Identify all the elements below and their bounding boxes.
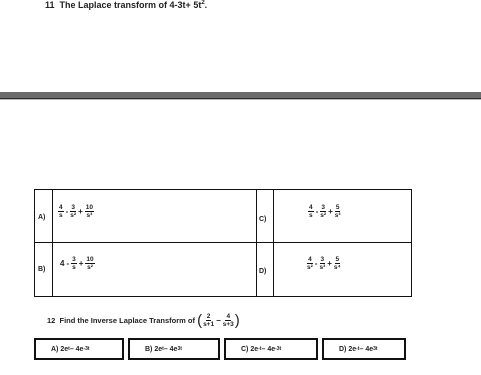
option-text: – 4e xyxy=(261,345,276,353)
option-d-label[interactable]: D) xyxy=(259,268,267,275)
option-c-label[interactable]: C) xyxy=(259,216,267,223)
option-a-expression[interactable] xyxy=(57,204,95,219)
constant-term: 4 xyxy=(60,259,65,268)
option-exponent: 3t xyxy=(177,346,182,352)
table-col-line xyxy=(273,190,274,296)
option-label: D) xyxy=(339,345,347,353)
fraction: $\frac{5}{\text{s³}}$ xyxy=(334,204,341,219)
divider-line xyxy=(0,99,481,100)
question-11-exponent: 2 xyxy=(201,0,205,6)
option-text: – 4e xyxy=(163,345,178,353)
option-c-expression[interactable] xyxy=(307,204,342,219)
option-b-label[interactable]: B) xyxy=(38,266,46,273)
question-12-text: Find the Inverse Laplace Transform of xyxy=(59,316,195,325)
option-a-box[interactable] xyxy=(34,338,124,360)
question-12-number: 12 xyxy=(47,316,56,325)
option-exponent: -3t xyxy=(275,346,282,352)
option-a-label[interactable]: A) xyxy=(38,214,46,221)
fraction: $\frac{4}{s}$ xyxy=(309,204,313,219)
fraction: $\frac{10}{\text{s³}}$ xyxy=(85,204,93,219)
option-text: – 4e xyxy=(69,345,84,353)
option-exponent: -t xyxy=(356,346,360,352)
table-col-line xyxy=(256,190,257,296)
operator: + xyxy=(78,259,84,268)
fraction: $\frac{2}{s+1}$ xyxy=(203,313,215,328)
operator: + xyxy=(328,207,333,216)
option-text: 2e xyxy=(154,345,163,353)
question-11-period: . xyxy=(204,0,208,10)
option-d-expression[interactable] xyxy=(306,256,342,271)
question-12-options xyxy=(34,338,410,362)
option-text: 2e xyxy=(60,345,69,353)
left-paren: ( xyxy=(197,312,203,329)
option-d-box[interactable] xyxy=(322,338,406,360)
fraction: $\frac{4}{\text{s²}}$ xyxy=(307,256,313,271)
fraction: $\frac{4}{s+3}$ xyxy=(222,313,234,328)
option-b-box[interactable] xyxy=(128,338,220,360)
option-label: B) xyxy=(145,345,153,353)
question-11 xyxy=(45,0,207,10)
question-12 xyxy=(47,312,240,329)
operator: + xyxy=(78,207,83,216)
option-exponent: -t xyxy=(258,346,262,352)
question-11-number: 11 xyxy=(45,0,55,10)
fraction: $\frac{3}{s}$ xyxy=(72,256,76,271)
divider-bar xyxy=(0,92,481,99)
fraction: $\frac{3}{\text{s³}}$ xyxy=(319,256,326,271)
operator: - xyxy=(65,207,69,216)
answer-table xyxy=(34,189,412,297)
option-c-box[interactable] xyxy=(224,338,318,360)
option-label: C) xyxy=(241,345,249,353)
question-11-text: The Laplace transform of 4-3t+ 5t xyxy=(59,0,202,10)
table-row-line xyxy=(35,242,411,243)
fraction: $\frac{5}{\text{s⁴}}$ xyxy=(333,256,341,271)
table-col-line xyxy=(52,190,53,296)
option-text: 2e xyxy=(250,345,259,353)
option-exponent: t xyxy=(162,346,164,352)
option-text: – 4e xyxy=(359,345,374,353)
option-label: A) xyxy=(51,345,59,353)
fraction: $\frac{4}{s}$ xyxy=(59,204,63,219)
option-exponent: 3t xyxy=(373,346,378,352)
option-exponent: -3t xyxy=(83,346,90,352)
right-paren: ) xyxy=(234,312,240,329)
operator: − xyxy=(216,316,221,325)
fraction: $\frac{10}{\text{s²}}$ xyxy=(86,256,94,271)
fraction: $\frac{3}{\text{s²}}$ xyxy=(70,204,77,219)
operator: + xyxy=(327,259,332,268)
option-text: 2e xyxy=(348,345,357,353)
option-exponent: t xyxy=(68,346,70,352)
operator: - xyxy=(314,259,318,268)
operator: - xyxy=(315,207,319,216)
option-b-expression[interactable] xyxy=(59,256,96,271)
fraction: $\frac{3}{\text{s²}}$ xyxy=(320,204,327,219)
operator: - xyxy=(66,259,70,268)
